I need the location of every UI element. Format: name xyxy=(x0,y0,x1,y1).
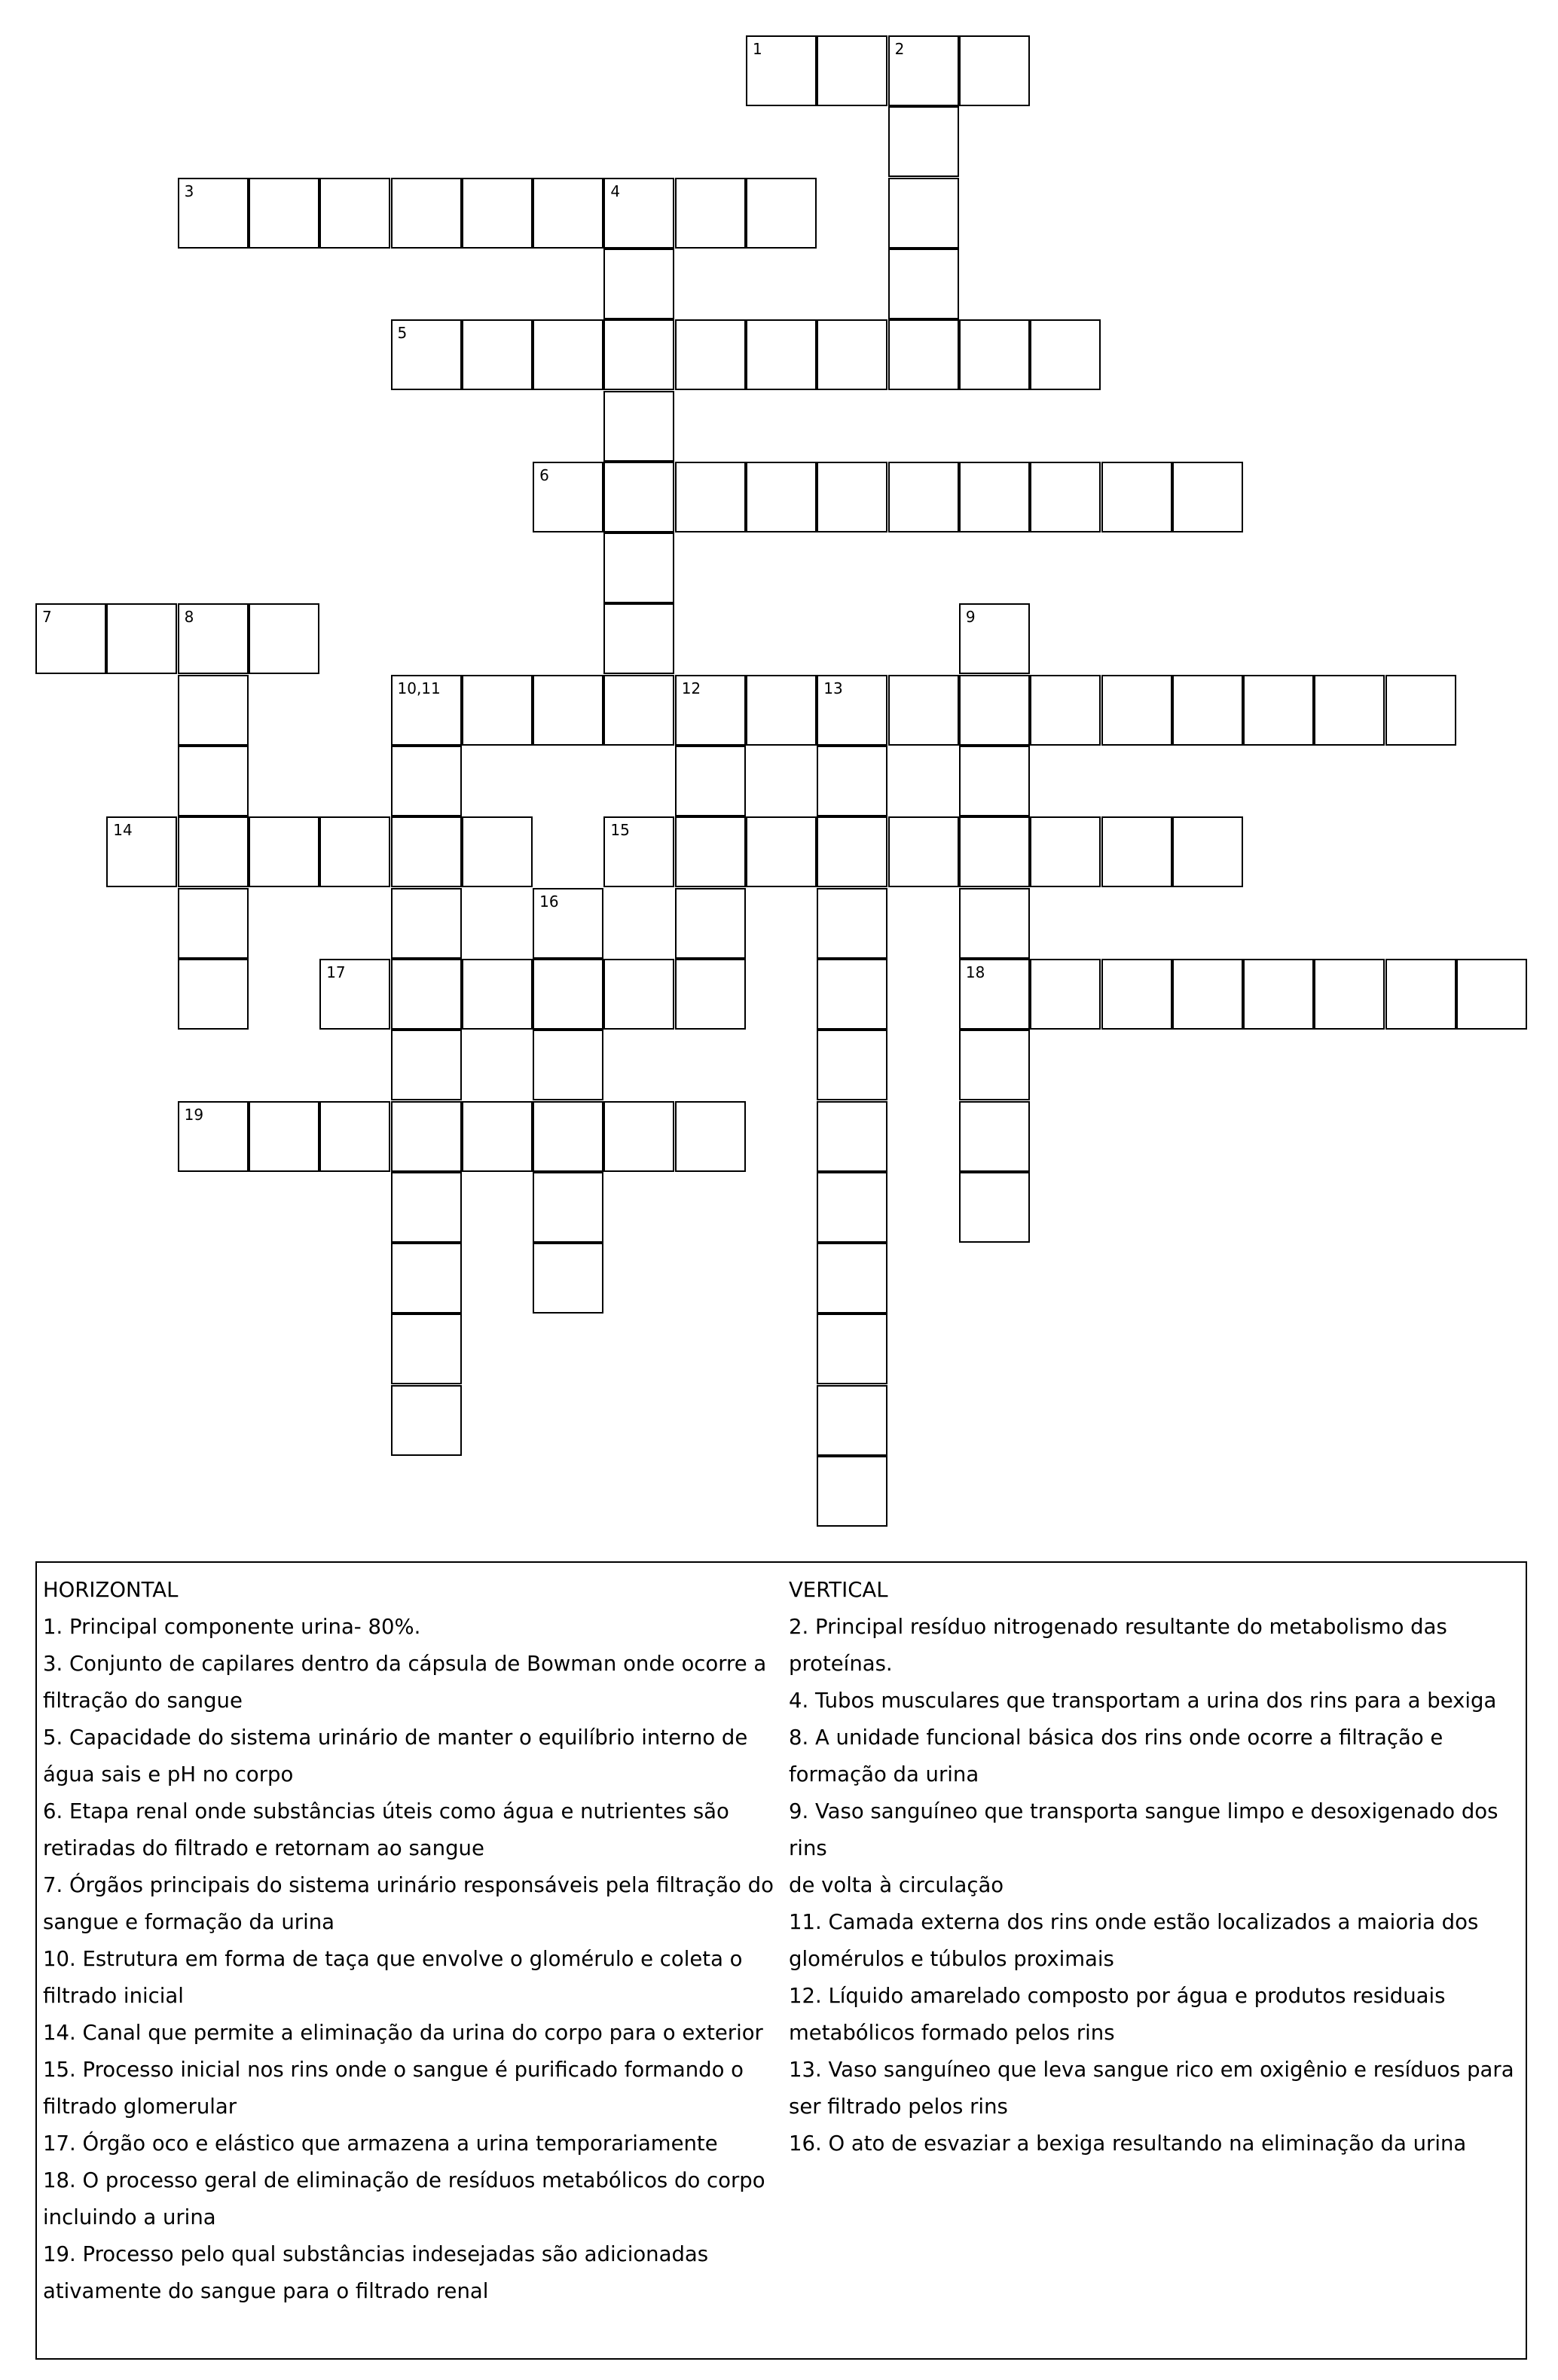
clue-line: 16. O ato de esvaziar a bexiga resultando na eliminação da urina xyxy=(789,2131,1467,2156)
clue-line: 19. Processo pelo qual substâncias indesejadas são adicionadas xyxy=(43,2242,709,2266)
grid-cell[interactable] xyxy=(603,319,674,390)
grid-cell[interactable] xyxy=(1385,959,1456,1030)
grid-cell[interactable] xyxy=(888,106,959,177)
grid-cell[interactable] xyxy=(603,1101,674,1172)
grid-cell[interactable] xyxy=(888,675,959,746)
grid-cell[interactable] xyxy=(1101,816,1172,887)
grid-cell[interactable] xyxy=(106,816,177,887)
grid-cell[interactable] xyxy=(817,1030,887,1100)
grid-cell[interactable] xyxy=(1314,675,1385,746)
grid-cell[interactable] xyxy=(391,1314,462,1384)
grid-cell[interactable] xyxy=(817,35,887,106)
grid-cell[interactable] xyxy=(319,816,390,887)
clue-line: filtrado glomerular xyxy=(43,2095,237,2119)
grid-cell[interactable] xyxy=(817,1101,887,1172)
grid-cell[interactable] xyxy=(391,816,462,887)
grid-cell[interactable] xyxy=(746,816,817,887)
grid-cell[interactable] xyxy=(817,1172,887,1243)
clue-line: 2. Principal resíduo nitrogenado resultante do metabolismo das xyxy=(789,1615,1447,1639)
grid-cell[interactable] xyxy=(746,675,817,746)
grid-cell[interactable] xyxy=(1101,675,1172,746)
grid-cell[interactable] xyxy=(603,532,674,603)
grid-cell[interactable] xyxy=(249,603,319,674)
clue-line: 4. Tubos musculares que transportam a urina dos rins para a bexiga xyxy=(789,1689,1497,1713)
grid-cell[interactable] xyxy=(178,675,249,746)
grid-cell[interactable] xyxy=(1030,462,1101,532)
clue-number: 16 xyxy=(539,892,559,911)
grid-cell[interactable] xyxy=(817,1385,887,1456)
clue-number: 10,11 xyxy=(397,679,441,697)
clue-number: 5 xyxy=(397,324,408,343)
clue-number: 3 xyxy=(184,182,194,200)
grid-cell[interactable] xyxy=(817,1314,887,1384)
grid-cell[interactable] xyxy=(675,746,746,816)
grid-cell[interactable] xyxy=(959,35,1030,106)
grid-cell[interactable] xyxy=(1101,462,1172,532)
clue-line: ativamente do sangue para o filtrado renal xyxy=(43,2279,489,2303)
clue-line: 9. Vaso sanguíneo que transporta sangue limpo e desoxigenado dos rins xyxy=(789,1799,1505,1860)
clue-line: 15. Processo inicial nos rins onde o sangue é purificado formando o xyxy=(43,2058,744,2082)
grid-cell[interactable] xyxy=(249,1101,319,1172)
clue-line: filtração do sangue xyxy=(43,1689,243,1713)
clue-line: proteínas. xyxy=(789,1652,893,1676)
clue-number: 12 xyxy=(681,679,701,697)
grid-cell[interactable] xyxy=(178,746,249,816)
grid-cell[interactable] xyxy=(533,1030,603,1100)
clue-line: 11. Camada externa dos rins onde estão localizados a maioria dos xyxy=(789,1910,1479,1934)
grid-cell[interactable] xyxy=(178,959,249,1030)
clue-number: 13 xyxy=(823,679,843,697)
clue-number: 18 xyxy=(965,963,985,981)
grid-cell[interactable] xyxy=(249,816,319,887)
grid-cell[interactable] xyxy=(391,319,462,390)
clue-number: 14 xyxy=(113,821,133,840)
grid-cell[interactable] xyxy=(675,319,746,390)
clue-line: 12. Líquido amarelado composto por água e produtos residuais xyxy=(789,1984,1446,2008)
clue-line: de volta à circulação xyxy=(789,1873,1004,1897)
clue-line: 1. Principal componente urina- 80%. xyxy=(43,1615,421,1639)
grid-cell[interactable] xyxy=(675,675,746,746)
grid-cell[interactable] xyxy=(959,1030,1030,1100)
horizontal-heading: HORIZONTAL xyxy=(43,1578,179,1602)
grid-cell[interactable] xyxy=(1172,816,1243,887)
grid-cell[interactable] xyxy=(391,746,462,816)
grid-cell[interactable] xyxy=(533,462,603,532)
grid-cell[interactable] xyxy=(817,888,887,959)
clue-line: incluindo a urina xyxy=(43,2205,216,2229)
clue-number: 2 xyxy=(894,40,905,58)
clue-line: formação da urina xyxy=(789,1762,979,1787)
grid-cell[interactable] xyxy=(675,888,746,959)
grid-cell[interactable] xyxy=(462,178,533,249)
clue-number: 4 xyxy=(610,182,621,200)
vertical-clues xyxy=(789,1572,1527,2162)
horizontal-clues xyxy=(43,1572,781,2310)
grid-cell[interactable] xyxy=(603,675,674,746)
grid-cell[interactable] xyxy=(888,178,959,249)
grid-cell[interactable] xyxy=(959,888,1030,959)
clue-number: 7 xyxy=(42,608,52,627)
grid-cell[interactable] xyxy=(746,178,817,249)
grid-cell[interactable] xyxy=(391,1030,462,1100)
grid-cell[interactable] xyxy=(959,603,1030,674)
grid-cell[interactable] xyxy=(746,319,817,390)
grid-cell[interactable] xyxy=(603,603,674,674)
clue-number: 19 xyxy=(184,1105,204,1124)
clue-line: 17. Órgão oco e elástico que armazena a urina temporariamente xyxy=(43,2131,718,2156)
clue-line: 13. Vaso sanguíneo que leva sangue rico em oxigênio e resíduos para xyxy=(789,2058,1514,2082)
clue-number: 8 xyxy=(184,608,194,627)
grid-cell[interactable] xyxy=(391,959,462,1030)
clue-line: sangue e formação da urina xyxy=(43,1910,335,1934)
grid-cell[interactable] xyxy=(462,675,533,746)
grid-cell[interactable] xyxy=(533,178,603,249)
grid-cell[interactable] xyxy=(533,1172,603,1243)
grid-cell[interactable] xyxy=(462,959,533,1030)
grid-cell[interactable] xyxy=(533,675,603,746)
grid-cell[interactable] xyxy=(675,1101,746,1172)
clue-box xyxy=(35,1561,1527,2360)
grid-cell[interactable] xyxy=(888,816,959,887)
grid-cell[interactable] xyxy=(35,603,106,674)
grid-cell[interactable] xyxy=(391,675,462,746)
grid-cell[interactable] xyxy=(462,319,533,390)
grid-cell[interactable] xyxy=(959,319,1030,390)
grid-cell[interactable] xyxy=(746,35,817,106)
grid-cell[interactable] xyxy=(959,959,1030,1030)
grid-cell[interactable] xyxy=(1456,959,1527,1030)
grid-cell[interactable] xyxy=(462,1101,533,1172)
grid-cell[interactable] xyxy=(888,249,959,319)
clue-line: 10. Estrutura em forma de taça que envolve o glomérulo e coleta o xyxy=(43,1947,743,1971)
clue-line: água sais e pH no corpo xyxy=(43,1762,294,1787)
grid-cell[interactable] xyxy=(178,603,249,674)
grid-cell[interactable] xyxy=(1243,959,1314,1030)
grid-cell[interactable] xyxy=(959,675,1030,746)
grid-cell[interactable] xyxy=(603,249,674,319)
grid-cell[interactable] xyxy=(959,462,1030,532)
grid-cell[interactable] xyxy=(817,1456,887,1527)
grid-cell[interactable] xyxy=(1030,675,1101,746)
grid-cell[interactable] xyxy=(1314,959,1385,1030)
grid-cell[interactable] xyxy=(817,675,887,746)
grid-cell[interactable] xyxy=(1101,959,1172,1030)
grid-cell[interactable] xyxy=(1172,462,1243,532)
grid-cell[interactable] xyxy=(888,462,959,532)
grid-cell[interactable] xyxy=(959,746,1030,816)
grid-cell[interactable] xyxy=(675,178,746,249)
grid-cell[interactable] xyxy=(391,1385,462,1456)
clue-line: 14. Canal que permite a eliminação da urina do corpo para o exterior xyxy=(43,2021,763,2045)
grid-cell[interactable] xyxy=(319,178,390,249)
clue-number: 1 xyxy=(753,40,762,58)
grid-cell[interactable] xyxy=(319,959,390,1030)
grid-cell[interactable] xyxy=(178,178,249,249)
clue-number: 17 xyxy=(326,963,346,981)
grid-cell[interactable] xyxy=(178,1101,249,1172)
clue-line: retiradas do filtrado e retornam ao sangue xyxy=(43,1836,484,1860)
clue-line: glomérulos e túbulos proximais xyxy=(789,1947,1114,1971)
clue-line: metabólicos formado pelos rins xyxy=(789,2021,1115,2045)
clue-line: 8. A unidade funcional básica dos rins onde ocorre a filtração e xyxy=(789,1726,1443,1750)
clue-number: 6 xyxy=(539,465,549,484)
grid-cell[interactable] xyxy=(106,603,177,674)
clue-line: 6. Etapa renal onde substâncias úteis como água e nutrientes são xyxy=(43,1799,729,1823)
grid-cell[interactable] xyxy=(959,816,1030,887)
grid-cell[interactable] xyxy=(959,1172,1030,1243)
clue-line: 3. Conjunto de capilares dentro da cápsula de Bowman onde ocorre a xyxy=(43,1652,767,1676)
grid-cell[interactable] xyxy=(1385,675,1456,746)
grid-cell[interactable] xyxy=(603,959,674,1030)
grid-cell[interactable] xyxy=(603,391,674,462)
grid-cell[interactable] xyxy=(1030,816,1101,887)
grid-cell[interactable] xyxy=(675,462,746,532)
grid-cell[interactable] xyxy=(178,816,249,887)
grid-cell[interactable] xyxy=(603,178,674,249)
clue-line: 5. Capacidade do sistema urinário de manter o equilíbrio interno de xyxy=(43,1726,748,1750)
grid-cell[interactable] xyxy=(817,816,887,887)
grid-cell[interactable] xyxy=(391,1172,462,1243)
grid-cell[interactable] xyxy=(888,35,959,106)
grid-cell[interactable] xyxy=(603,462,674,532)
clue-line: 18. O processo geral de eliminação de resíduos metabólicos do corpo xyxy=(43,2168,765,2192)
grid-cell[interactable] xyxy=(533,959,603,1030)
grid-cell[interactable] xyxy=(249,178,319,249)
grid-cell[interactable] xyxy=(533,319,603,390)
grid-cell[interactable] xyxy=(1172,959,1243,1030)
grid-cell[interactable] xyxy=(1243,675,1314,746)
grid-cell[interactable] xyxy=(391,178,462,249)
clue-line: 7. Órgãos principais do sistema urinário responsáveis pela filtração do xyxy=(43,1873,774,1897)
grid-cell[interactable] xyxy=(675,816,746,887)
grid-cell[interactable] xyxy=(391,1243,462,1314)
grid-cell[interactable] xyxy=(319,1101,390,1172)
grid-cell[interactable] xyxy=(391,888,462,959)
grid-cell[interactable] xyxy=(533,1101,603,1172)
grid-cell[interactable] xyxy=(817,746,887,816)
grid-cell[interactable] xyxy=(817,462,887,532)
grid-cell[interactable] xyxy=(391,1101,462,1172)
grid-cell[interactable] xyxy=(533,1243,603,1314)
grid-cell[interactable] xyxy=(1030,959,1101,1030)
grid-cell[interactable] xyxy=(178,888,249,959)
grid-cell[interactable] xyxy=(533,888,603,959)
grid-cell[interactable] xyxy=(1172,675,1243,746)
clue-line: ser filtrado pelos rins xyxy=(789,2095,1008,2119)
clue-number: 9 xyxy=(965,608,976,627)
grid-cell[interactable] xyxy=(603,816,674,887)
vertical-heading: VERTICAL xyxy=(789,1578,888,1602)
grid-cell[interactable] xyxy=(675,959,746,1030)
grid-cell[interactable] xyxy=(1030,319,1101,390)
grid-cell[interactable] xyxy=(817,959,887,1030)
grid-cell[interactable] xyxy=(462,816,533,887)
grid-cell[interactable] xyxy=(817,319,887,390)
clue-number: 15 xyxy=(610,821,630,840)
grid-cell[interactable] xyxy=(888,319,959,390)
clue-line: filtrado inicial xyxy=(43,1984,184,2008)
grid-cell[interactable] xyxy=(817,1243,887,1314)
grid-cell[interactable] xyxy=(959,1101,1030,1172)
grid-cell[interactable] xyxy=(746,462,817,532)
